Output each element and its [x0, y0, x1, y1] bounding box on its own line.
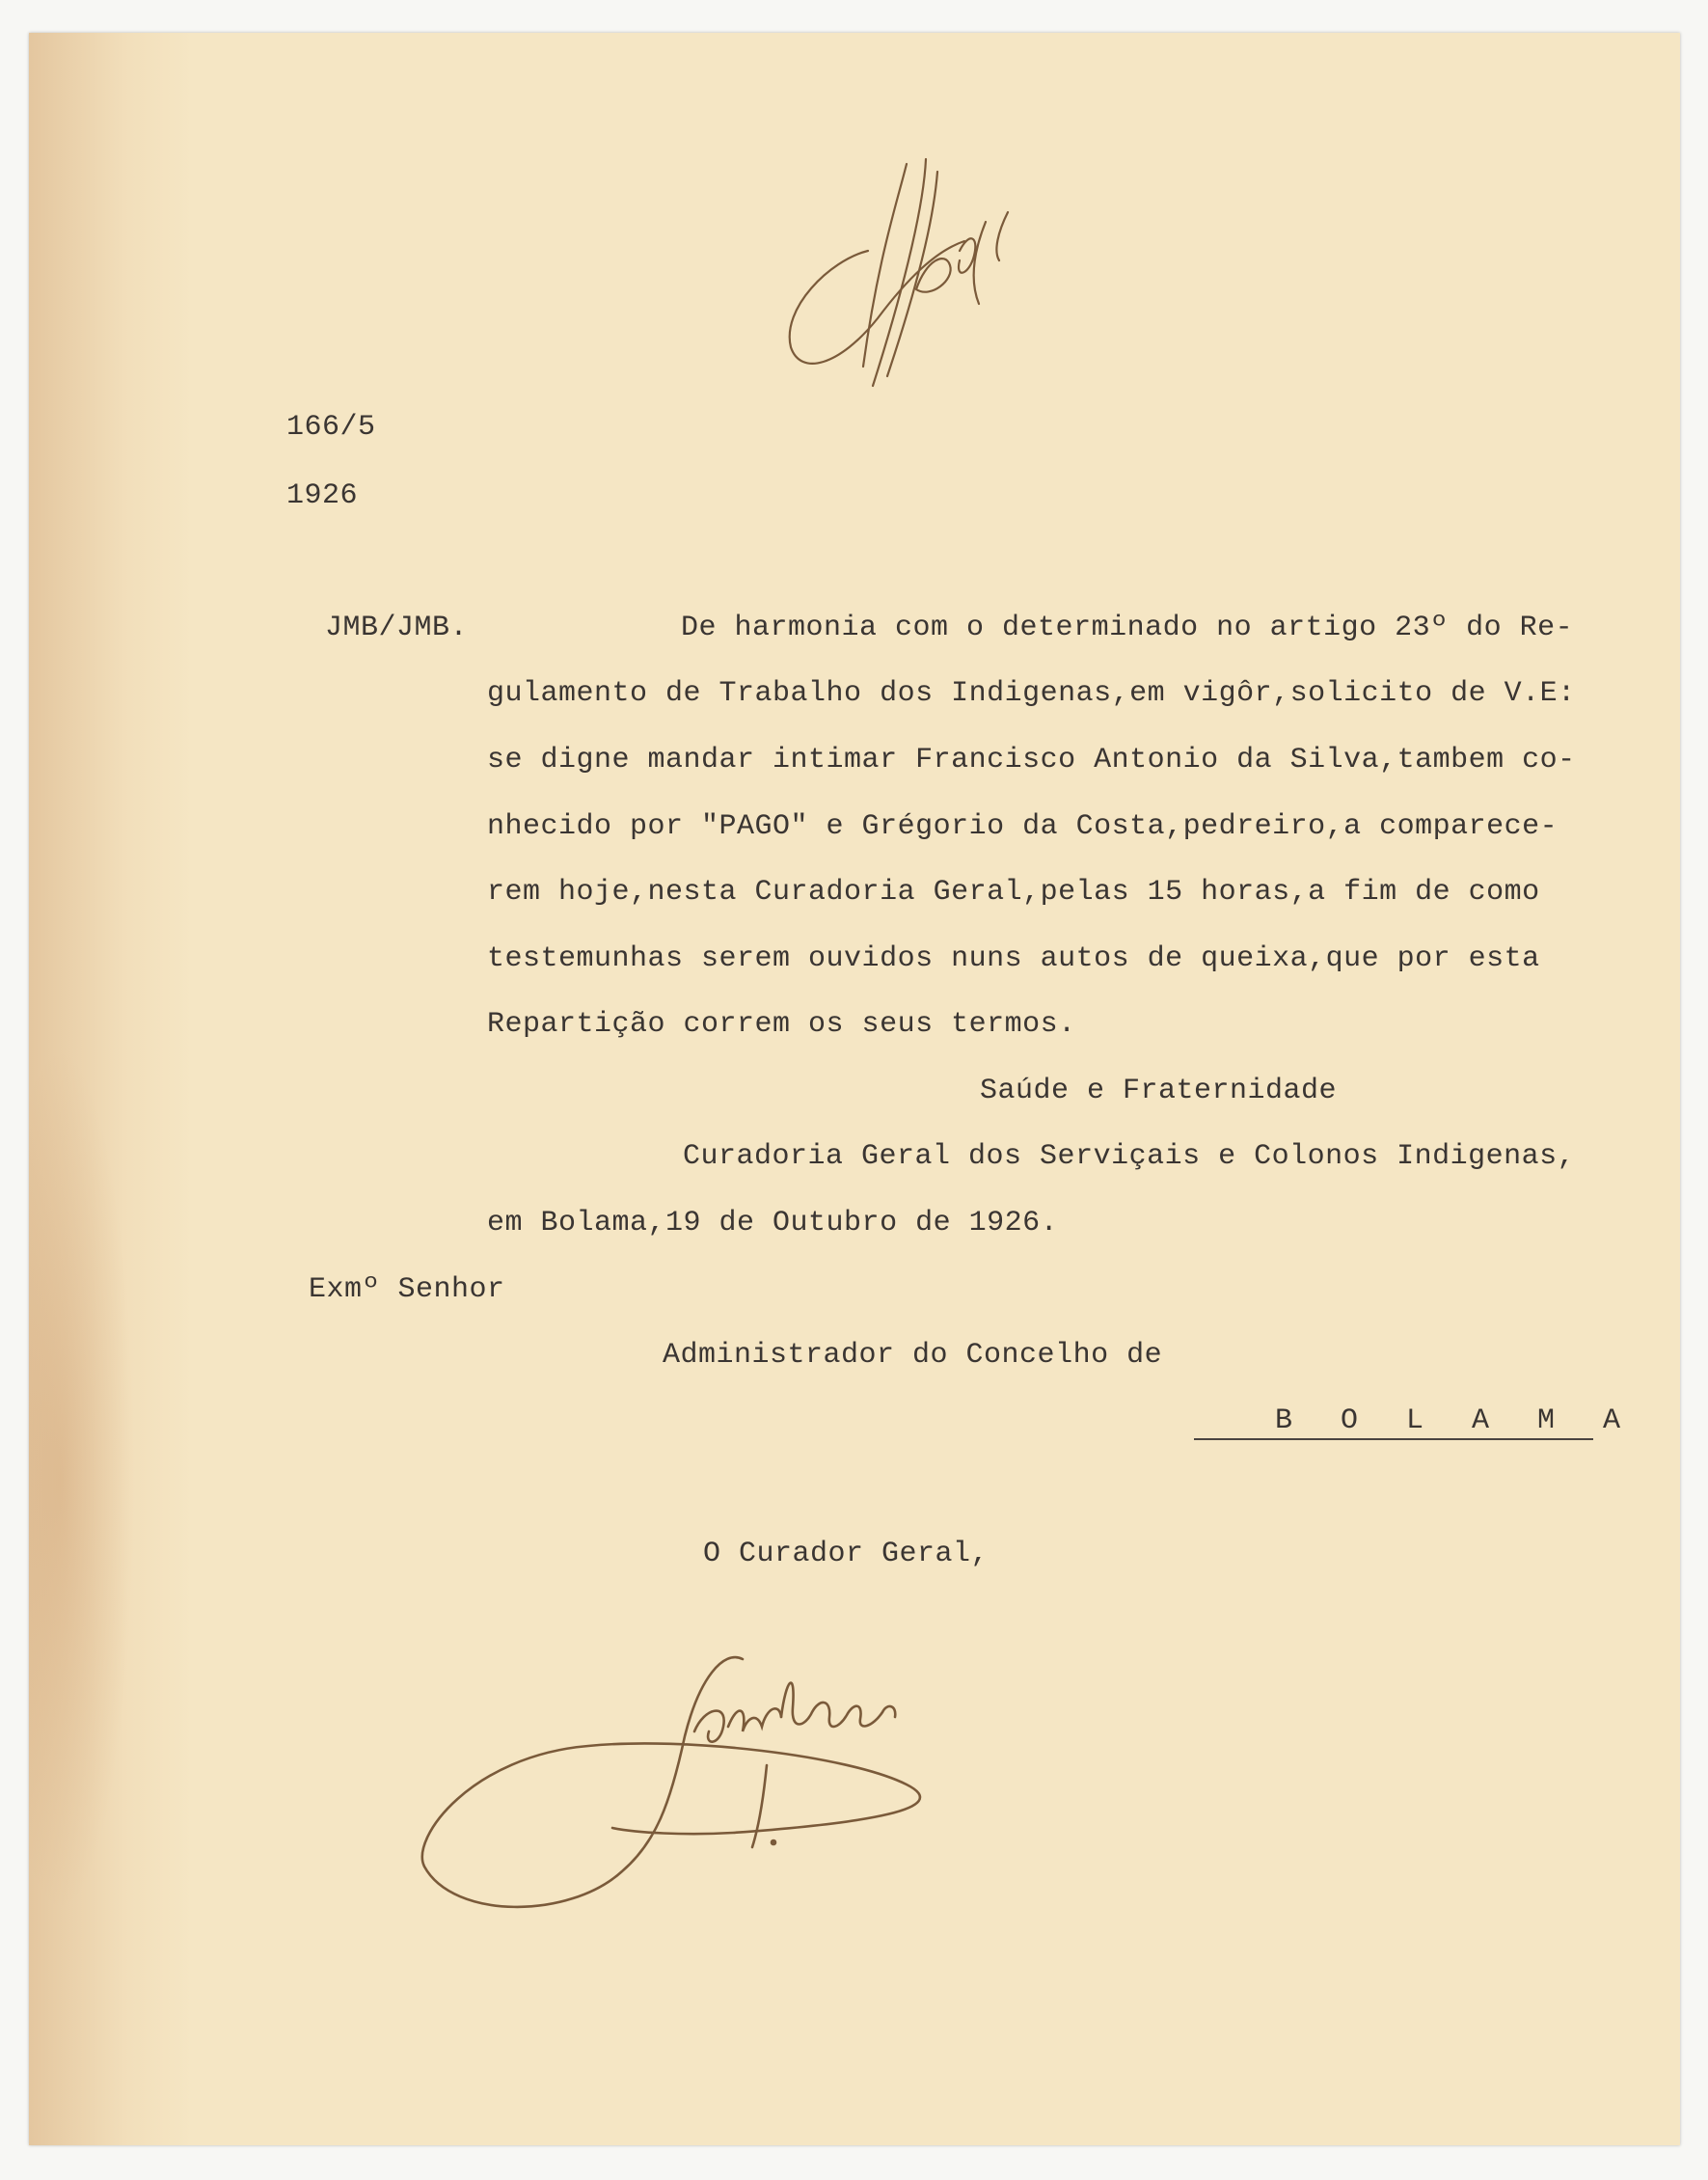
addressee-place: B O L A M A — [1275, 1404, 1637, 1437]
addressee-greeting: Exmº Senhor — [309, 1273, 505, 1306]
body-line-3: se digne mandar intimar Francisco Antonio da Silva,tambem co- — [487, 744, 1576, 777]
reference-initials: JMB/JMB. — [325, 612, 469, 644]
reference-number: 166/5 — [286, 411, 376, 444]
body-line-4: nhecido por "PAGO" e Grégorio da Costa,pedreiro,a comparece- — [487, 810, 1559, 843]
body-line-1: De harmonia com o determinado no artigo 23º do Re- — [681, 612, 1574, 644]
document-year: 1926 — [286, 479, 359, 512]
office-name: Curadoria Geral dos Serviçais e Colonos Indigenas, — [683, 1140, 1576, 1173]
body-line-5: rem hoje,nesta Curadoria Geral,pelas 15 horas,a fim de como — [487, 876, 1540, 909]
top-signature-mark — [772, 145, 1042, 405]
body-line-7: Repartição correm os seus termos. — [487, 1008, 1076, 1041]
curator-signature — [415, 1640, 1109, 1929]
salutation: Saúde e Fraternidade — [980, 1075, 1338, 1107]
addressee-underline — [1194, 1438, 1593, 1440]
place-date: em Bolama,19 de Outubro de 1926. — [487, 1207, 1059, 1240]
addressee-title: Administrador do Concelho de — [663, 1339, 1163, 1372]
body-line-2: gulamento de Trabalho dos Indigenas,em vigôr,solicito de V.E: — [487, 677, 1576, 710]
signatory-title: O Curador Geral, — [703, 1538, 990, 1570]
body-line-6: testemunhas serem ouvidos nuns autos de queixa,que por esta — [487, 942, 1540, 975]
